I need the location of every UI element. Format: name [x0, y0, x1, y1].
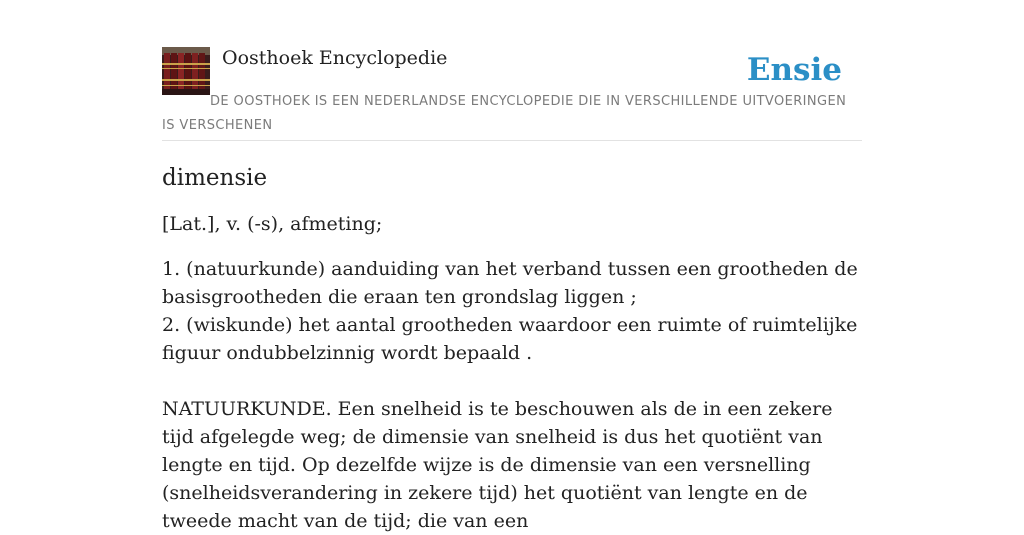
definition-item: 2. (wiskunde) het aantal grootheden waardoor een ruimte of ruimtelijke figuur ondubbelzinnig wordt bepaald .	[162, 314, 858, 364]
article-etymology: [Lat.], v. (-s), afmeting;	[162, 213, 383, 235]
article-title: dimensie	[162, 165, 268, 191]
encyclopedia-books-icon[interactable]	[162, 47, 210, 95]
article-definitions	[162, 255, 862, 367]
site-header	[162, 46, 862, 141]
brand-logo[interactable]: Ensie	[746, 52, 842, 88]
article-body: NATUURKUNDE. Een snelheid is te beschouwen als de in een zekere tijd afgelegde weg; de dimensie van snelheid is dus het quotiënt van lengte en tijd. Op dezelfde wijze is de dimensie van een versnelling (snelheidsverandering in zekere tijd) het quotiënt van lengte en de tweede macht van de tijd; die van een	[162, 398, 833, 532]
definition-item: 1. (natuurkunde) aanduiding van het verband tussen een grootheden de basisgrootheden die eraan ten grondslag liggen ;	[162, 258, 858, 308]
site-name[interactable]: Oosthoek Encyclopedie	[222, 47, 448, 69]
article	[162, 160, 862, 535]
site-tagline: DE OOSTHOEK IS EEN NEDERLANDSE ENCYCLOPEDIE DIE IN VERSCHILLENDE UITVOERINGEN IS VERSCHENEN	[162, 94, 847, 133]
